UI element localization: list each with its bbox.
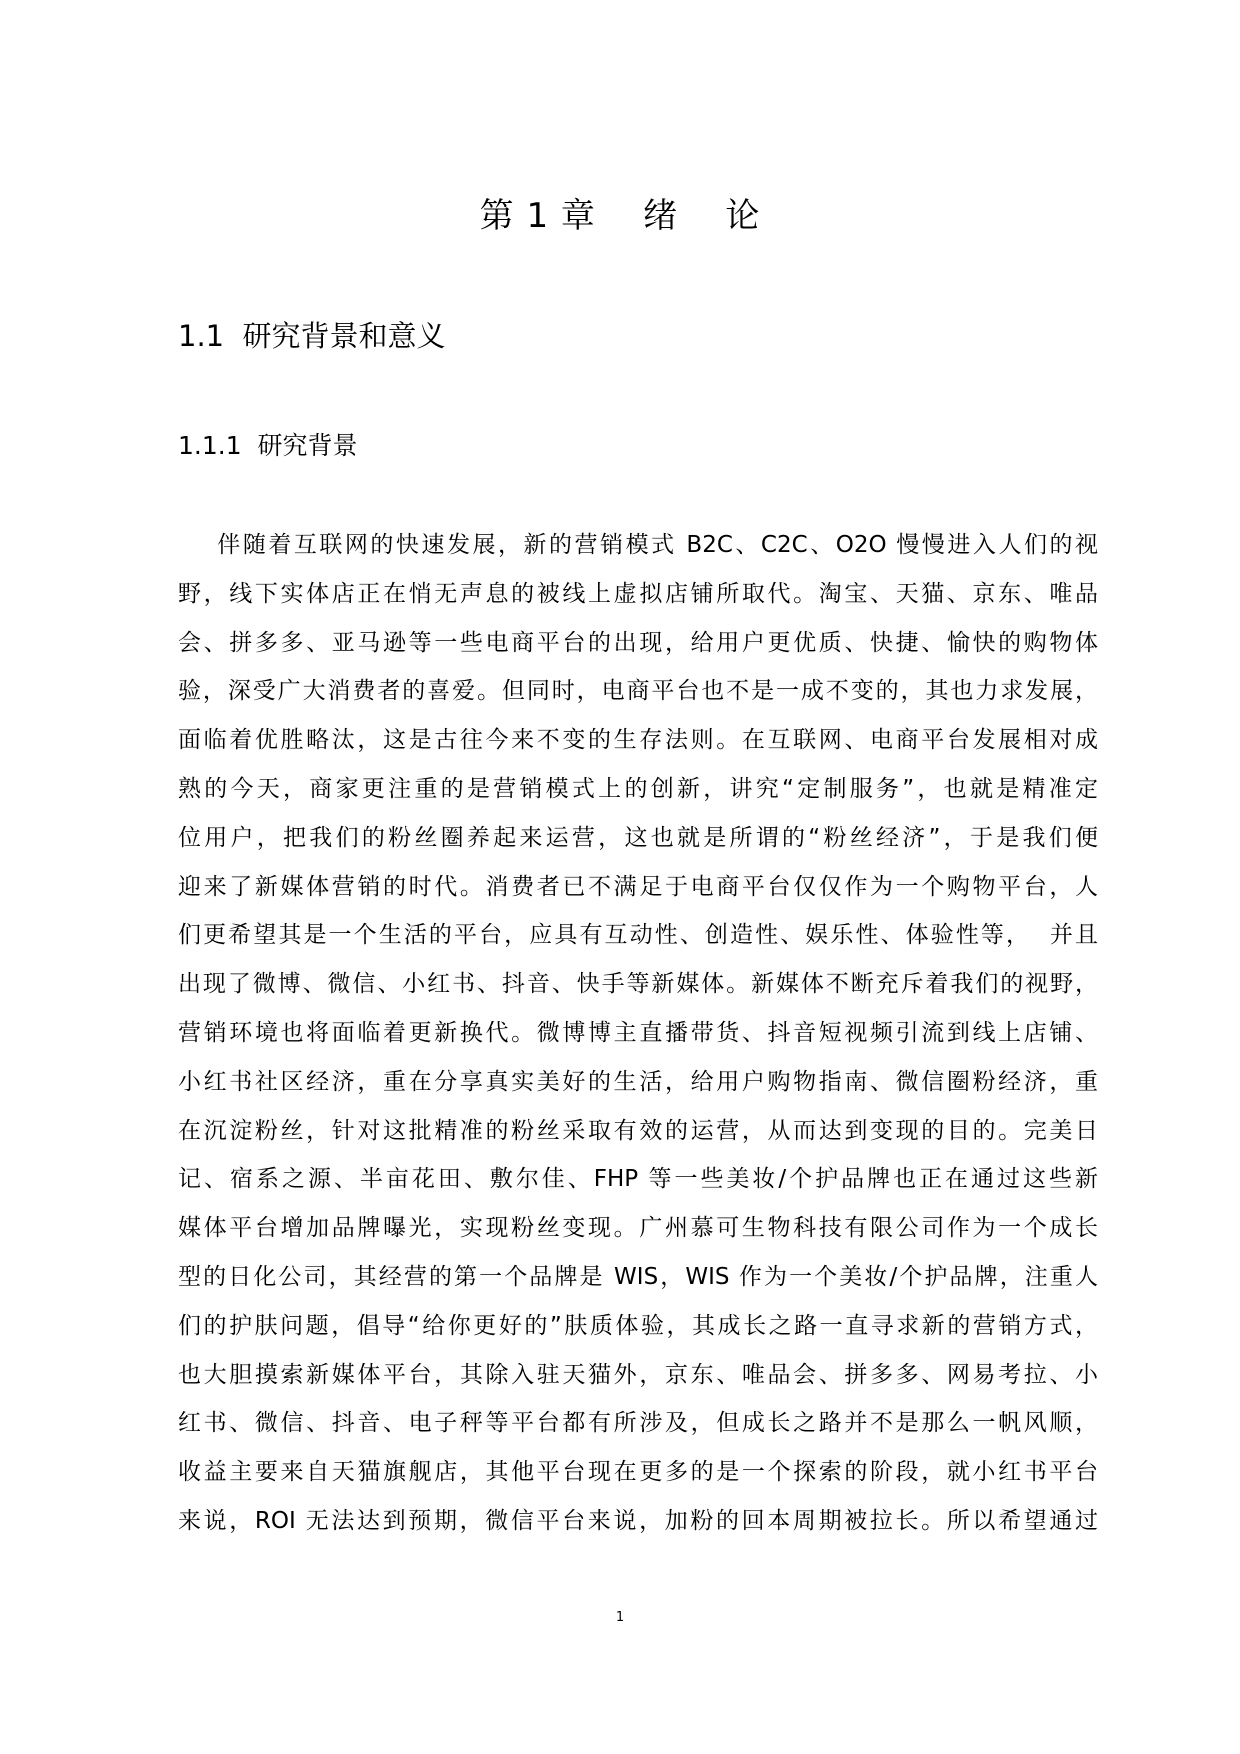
paragraph-line: 们更希望其是一个生活的平台，应具有互动性、创造性、娱乐性、体验性等， 并且 (178, 922, 1098, 949)
paragraph-line: 红书、微信、抖音、电子秤等平台都有所涉及，但成长之路并不是那么一帆风顺， (178, 1410, 1098, 1437)
paragraph-line: 媒体平台增加品牌曝光，实现粉丝变现。广州慕可生物科技有限公司作为一个成长 (178, 1215, 1098, 1242)
paragraph-line: 收益主要来自天猫旗舰店，其他平台现在更多的是一个探索的阶段，就小红书平台 (178, 1459, 1098, 1486)
paragraph-line: 小红书社区经济，重在分享真实美好的生活，给用户购物指南、微信圈粉经济，重 (178, 1068, 1098, 1095)
paragraph-line: 会、拼多多、亚马逊等一些电商平台的出现，给用户更优质、快捷、愉快的购物体 (178, 629, 1098, 656)
paragraph-line: 营销环境也将面临着更新换代。微博博主直播带货、抖音短视频引流到线上店铺、 (178, 1019, 1098, 1046)
paragraph-line: 出现了微博、微信、小红书、抖音、快手等新媒体。新媒体不断充斥着我们的视野， (178, 971, 1098, 998)
paragraph-line: 熟的今天，商家更注重的是营销模式上的创新，讲究“定制服务”，也就是精准定 (178, 775, 1098, 802)
subsection-heading: 1.1.1 研究背景 (178, 431, 358, 460)
paragraph-line: 验，深受广大消费者的喜爱。但同时，电商平台也不是一成不变的，其也力求发展， (178, 678, 1098, 705)
paragraph-line: 伴随着互联网的快速发展，新的营销模式 B2C、C2C、O2O 慢慢进入人们的视 (178, 532, 1098, 558)
chapter-title: 第 1 章 绪 论 (479, 196, 761, 236)
paragraph-line: 们的护肤问题，倡导“给你更好的”肤质体验，其成长之路一直寻求新的营销方式， (178, 1312, 1098, 1339)
paragraph-line: 面临着优胜略汰，这是古往今来不变的生存法则。在互联网、电商平台发展相对成 (178, 727, 1098, 754)
paragraph-line: 位用户，把我们的粉丝圈养起来运营，这也就是所谓的“粉丝经济”，于是我们便 (178, 824, 1098, 851)
paragraph-line: 记、宿系之源、半亩花田、敷尔佳、FHP 等一些美妆/个护品牌也正在通过这些新 (178, 1166, 1098, 1193)
paragraph-line: 来说，ROI 无法达到预期，微信平台来说，加粉的回本周期被拉长。所以希望通过 (178, 1507, 1098, 1534)
paragraph-line: 也大胆摸索新媒体平台，其除入驻天猫外，京东、唯品会、拼多多、网易考拉、小 (178, 1361, 1098, 1388)
paragraph-line: 型的日化公司，其经营的第一个品牌是 WIS，WIS 作为一个美妆/个护品牌，注重人 (178, 1263, 1098, 1290)
page-number: 1 (615, 1610, 625, 1625)
paragraph-line: 野，线下实体店正在悄无声息的被线上虚拟店铺所取代。淘宝、天猫、京东、唯品 (178, 580, 1098, 607)
paragraph-line: 迎来了新媒体营销的时代。消费者已不满足于电商平台仅仅作为一个购物平台，人 (178, 873, 1098, 900)
body-paragraph (178, 521, 1098, 1546)
paragraph-line: 在沉淀粉丝，针对这批精准的粉丝采取有效的运营，从而达到变现的目的。完美日 (178, 1117, 1098, 1144)
section-heading: 1.1 研究背景和意义 (178, 319, 446, 353)
